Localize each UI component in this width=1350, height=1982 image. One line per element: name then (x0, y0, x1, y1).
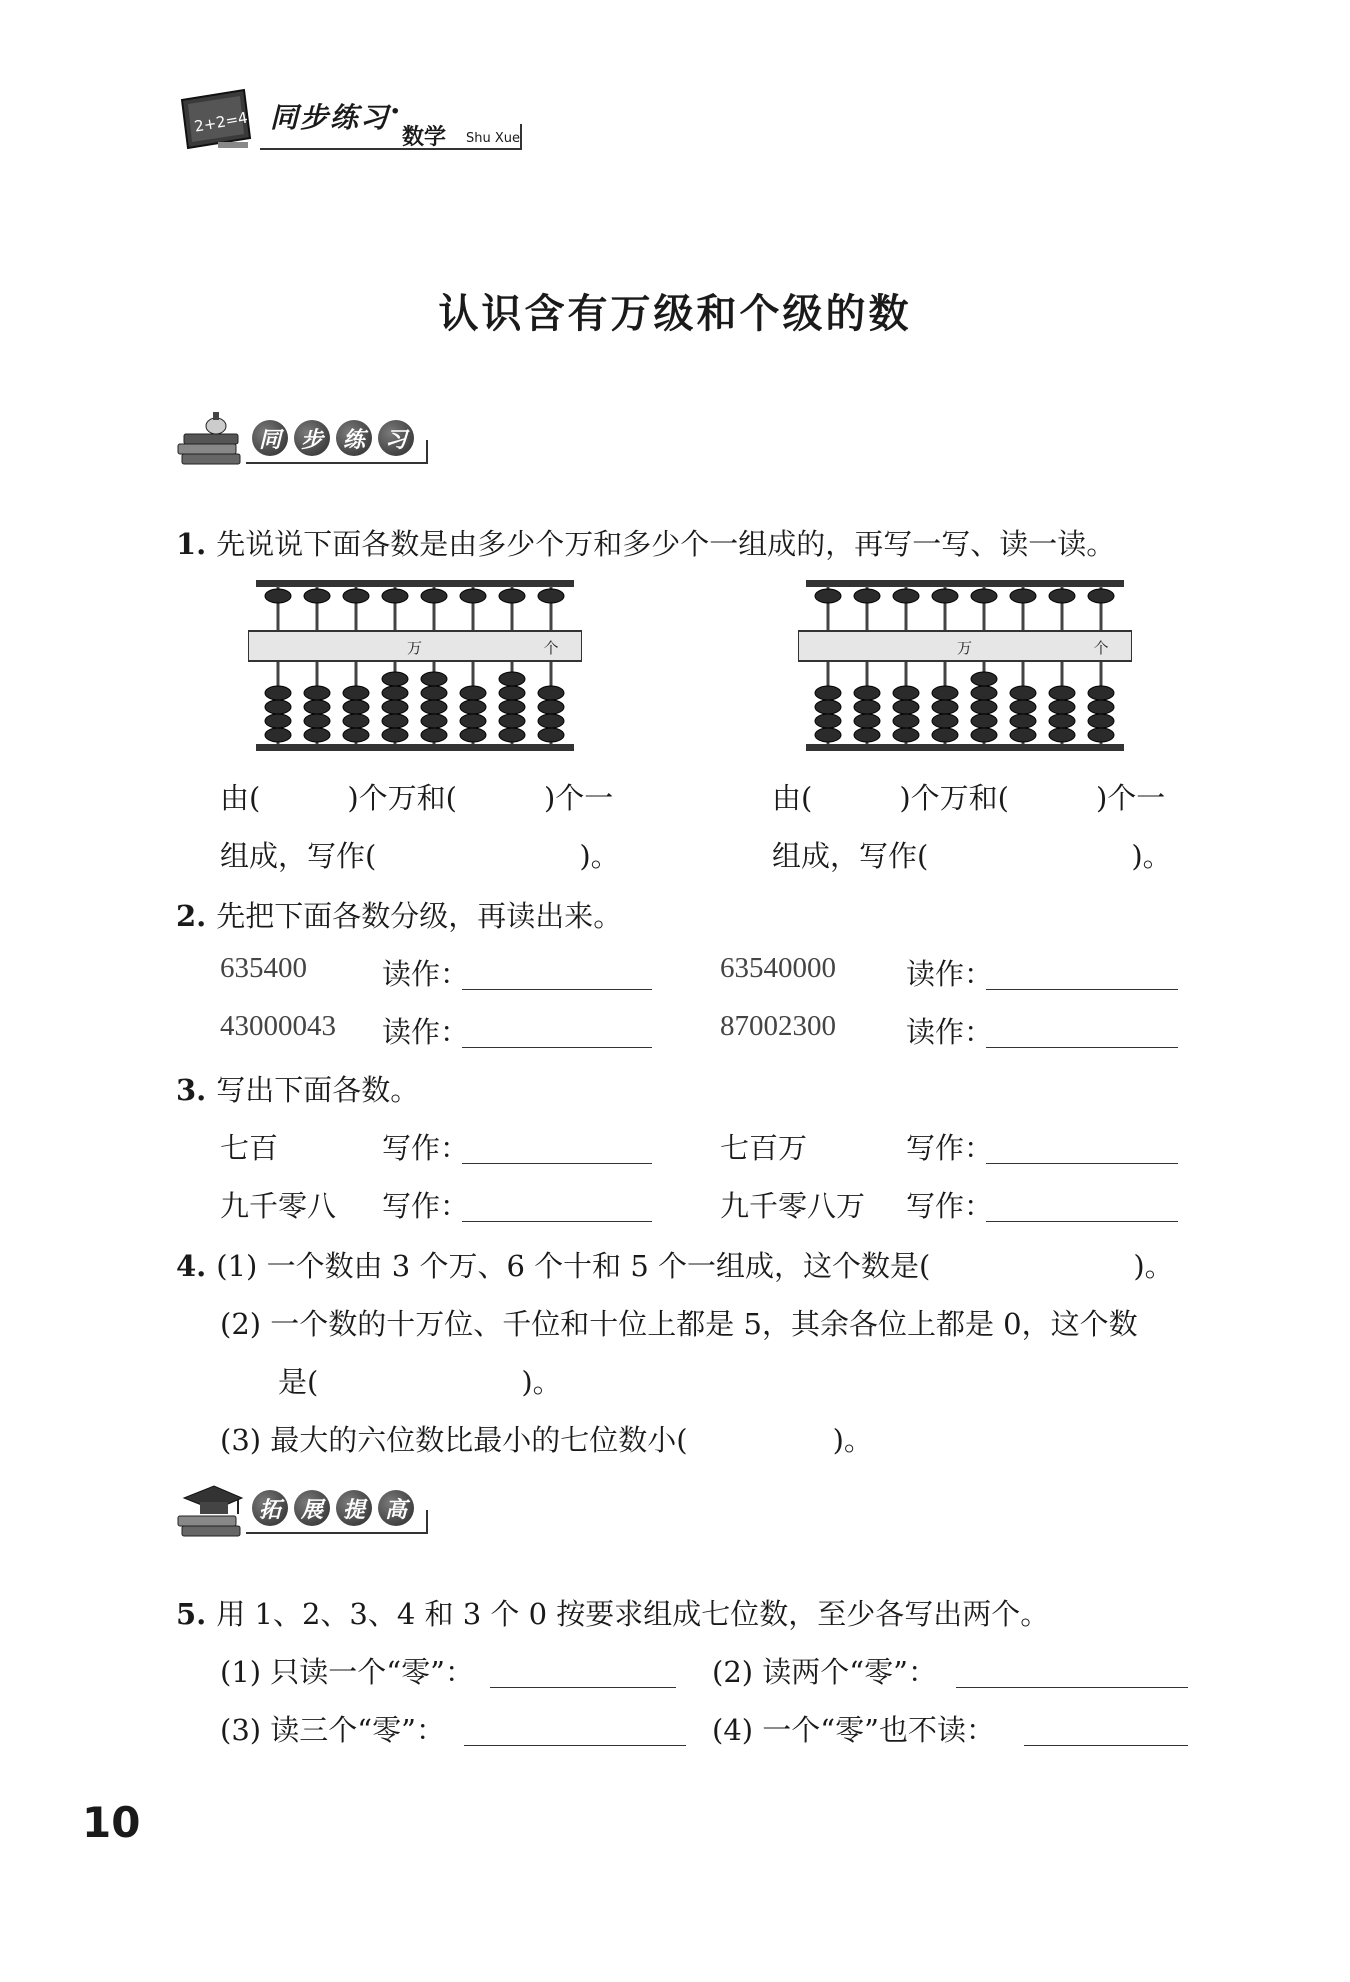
question-number: 2. (176, 899, 207, 933)
abacus-bead (538, 700, 564, 714)
banner-char: 高 (378, 1490, 414, 1526)
abacus-bead (1088, 589, 1114, 603)
write-label: 写作： (906, 1131, 994, 1165)
answer-line[interactable] (462, 1162, 652, 1164)
q1-left-line1: 由( )个万和( )个一 (220, 781, 614, 815)
abacus-bead (893, 714, 919, 728)
q4-part2b: 是( )。 (278, 1365, 562, 1399)
question-number: 4. (176, 1249, 207, 1283)
abacus-bead (304, 589, 330, 603)
abacus-bead (854, 714, 880, 728)
abacus-bead (304, 686, 330, 700)
abacus-bead (499, 589, 525, 603)
abacus-label-ge: 个 (543, 639, 559, 657)
abacus-bead (265, 714, 291, 728)
question-text: 写出下面各数。 (216, 1073, 420, 1107)
banner-char: 练 (336, 420, 372, 456)
abacus-bead (1049, 589, 1075, 603)
abacus-bead (815, 589, 841, 603)
abacus-bead (304, 728, 330, 742)
question-text: 先说说下面各数是由多少个万和多少个一组成的，再写一写、读一读。 (216, 527, 1116, 561)
abacus-right (798, 576, 1132, 756)
abacus-top-bar (806, 580, 1124, 587)
q2-number-b: 63540000 (720, 952, 836, 984)
write-label: 写作： (382, 1189, 470, 1223)
q3-item-b: 七百万 (720, 1131, 808, 1165)
q4-part1: (1) 一个数由 3 个万、6 个十和 5 个一组成，这个数是( )。 (216, 1249, 1174, 1283)
abacus-bead (971, 714, 997, 728)
abacus-bead (815, 686, 841, 700)
banner-char: 拓 (252, 1490, 288, 1526)
read-label: 读作： (906, 957, 994, 991)
abacus-bead (382, 700, 408, 714)
abacus-bead (893, 589, 919, 603)
abacus-bead (971, 589, 997, 603)
abacus-bead (932, 589, 958, 603)
question-2 (176, 894, 622, 935)
page-title: 认识含有万级和个级的数 (438, 290, 912, 337)
q4-part3: (3) 最大的六位数比最小的七位数小( )。 (220, 1423, 873, 1457)
q3-item-c: 九千零八 (220, 1189, 337, 1223)
abacus-bead (382, 589, 408, 603)
q3-item-d: 九千零八万 (720, 1189, 866, 1223)
abacus-bead (460, 714, 486, 728)
question-number: 5. (176, 1597, 207, 1631)
banner-char: 步 (294, 420, 330, 456)
answer-line[interactable] (464, 1744, 686, 1746)
abacus-bead (499, 714, 525, 728)
abacus-bead (932, 700, 958, 714)
abacus-bead (382, 686, 408, 700)
question-number: 1. (176, 527, 207, 561)
answer-line[interactable] (462, 1046, 652, 1048)
abacus-bead (971, 672, 997, 686)
abacus-bead (1010, 686, 1036, 700)
abacus-bead (1049, 686, 1075, 700)
question-1 (176, 522, 1115, 563)
q3-item-a: 七百 (220, 1131, 279, 1165)
abacus-bead (343, 714, 369, 728)
abacus-bead (854, 728, 880, 742)
abacus-bottom-bar (806, 744, 1124, 751)
abacus-bead (1049, 714, 1075, 728)
answer-line[interactable] (462, 988, 652, 990)
answer-line[interactable] (956, 1686, 1188, 1688)
abacus-bead (854, 589, 880, 603)
banner-char: 展 (294, 1490, 330, 1526)
q5-part4: (4) 一个“零”也不读： (712, 1713, 995, 1747)
abacus-bead (421, 714, 447, 728)
abacus-bead (538, 728, 564, 742)
answer-line[interactable] (490, 1686, 676, 1688)
page-number: 10 (82, 1798, 141, 1847)
q1-right-line1: 由( )个万和( )个一 (772, 781, 1166, 815)
abacus-bead (499, 686, 525, 700)
abacus-bead (538, 686, 564, 700)
header-tick (520, 124, 522, 149)
abacus-bead (421, 728, 447, 742)
answer-line[interactable] (462, 1220, 652, 1222)
abacus-bead (538, 714, 564, 728)
abacus-bead (1049, 700, 1075, 714)
abacus-bead (1010, 714, 1036, 728)
abacus-bottom-bar (256, 744, 574, 751)
abacus-bead (304, 714, 330, 728)
question-4 (176, 1244, 1174, 1285)
abacus-bead (421, 686, 447, 700)
abacus-bead (382, 672, 408, 686)
abacus-bead (971, 700, 997, 714)
abacus-bead (1088, 700, 1114, 714)
abacus-bead (893, 728, 919, 742)
q2-number-d: 87002300 (720, 1010, 836, 1042)
read-label: 读作： (906, 1015, 994, 1049)
abacus-bead (460, 589, 486, 603)
q1-right-line2: 组成，写作( )。 (772, 839, 1172, 873)
abacus-bead (265, 728, 291, 742)
q5-part2: (2) 读两个“零”： (712, 1655, 937, 1689)
read-label: 读作： (382, 1015, 470, 1049)
abacus-bead (854, 700, 880, 714)
section-banner-extension (176, 1480, 414, 1546)
abacus-bead (343, 589, 369, 603)
abacus-bead (971, 686, 997, 700)
question-text: 先把下面各数分级，再读出来。 (216, 899, 623, 933)
abacus-bead (815, 700, 841, 714)
abacus-bead (538, 589, 564, 603)
abacus-bead (932, 686, 958, 700)
header-title: 同步练习 (270, 101, 391, 134)
abacus-bead (1010, 728, 1036, 742)
abacus-bead (1088, 728, 1114, 742)
q2-number-c: 43000043 (220, 1010, 336, 1042)
abacus-bead (343, 700, 369, 714)
abacus-bead (382, 714, 408, 728)
abacus-bead (499, 672, 525, 686)
abacus-label-wan: 万 (956, 639, 973, 657)
abacus-bead (932, 714, 958, 728)
abacus-bead (265, 700, 291, 714)
abacus-bead (265, 589, 291, 603)
answer-line[interactable] (986, 988, 1178, 990)
abacus-bead (815, 728, 841, 742)
books-lamp-icon (176, 410, 246, 476)
banner-char: 同 (252, 420, 288, 456)
abacus-bead (421, 672, 447, 686)
abacus-bead (1010, 589, 1036, 603)
abacus-left (248, 576, 582, 756)
question-text: 用 1、2、3、4 和 3 个 0 按要求组成七位数，至少各写出两个。 (216, 1597, 1050, 1631)
abacus-bead (1088, 714, 1114, 728)
read-label: 读作： (382, 957, 470, 991)
abacus-bead (932, 728, 958, 742)
q4-part2a: (2) 一个数的十万位、千位和十位上都是 5，其余各位上都是 0，这个数 (220, 1307, 1138, 1341)
abacus-bead (304, 700, 330, 714)
abacus-bead (265, 686, 291, 700)
q1-left-line2: 组成，写作( )。 (220, 839, 620, 873)
question-5 (176, 1592, 1049, 1633)
abacus-bead (815, 714, 841, 728)
abacus-label-wan: 万 (406, 639, 423, 657)
question-number: 3. (176, 1073, 207, 1107)
q5-part3: (3) 读三个“零”： (220, 1713, 445, 1747)
abacus-bead (1049, 728, 1075, 742)
banner-char: 习 (378, 420, 414, 456)
abacus-bead (343, 686, 369, 700)
answer-line[interactable] (1024, 1744, 1188, 1746)
abacus-bead (1010, 700, 1036, 714)
banner-char: 提 (336, 1490, 372, 1526)
abacus-bead (499, 700, 525, 714)
abacus-bead (460, 700, 486, 714)
abacus-bead (971, 728, 997, 742)
header-subject: 数学 (402, 124, 447, 150)
chalkboard-icon (178, 86, 256, 156)
abacus-bead (460, 728, 486, 742)
abacus-bead (460, 686, 486, 700)
abacus-top-bar (256, 580, 574, 587)
abacus-bead (382, 728, 408, 742)
section-banner-practice (176, 410, 414, 476)
abacus-bead (499, 728, 525, 742)
abacus-bead (421, 589, 447, 603)
abacus-bead (854, 686, 880, 700)
chalkboard-text: 2+2=4 (192, 108, 250, 136)
q2-number-a: 635400 (220, 952, 307, 984)
graduation-cap-icon (176, 1480, 246, 1546)
abacus-bead (893, 686, 919, 700)
answer-line[interactable] (986, 1162, 1178, 1164)
header-underline (260, 148, 522, 150)
answer-line[interactable] (986, 1046, 1178, 1048)
abacus-bead (893, 700, 919, 714)
abacus-label-ge: 个 (1093, 639, 1109, 657)
abacus-bead (343, 728, 369, 742)
answer-line[interactable] (986, 1220, 1178, 1222)
write-label: 写作： (382, 1131, 470, 1165)
header-pinyin: Shu Xue (466, 131, 521, 146)
header-dot: · (390, 94, 401, 129)
abacus-bead (421, 700, 447, 714)
write-label: 写作： (906, 1189, 994, 1223)
question-3 (176, 1068, 419, 1109)
q5-part1: (1) 只读一个“零”： (220, 1655, 474, 1689)
abacus-bead (1088, 686, 1114, 700)
